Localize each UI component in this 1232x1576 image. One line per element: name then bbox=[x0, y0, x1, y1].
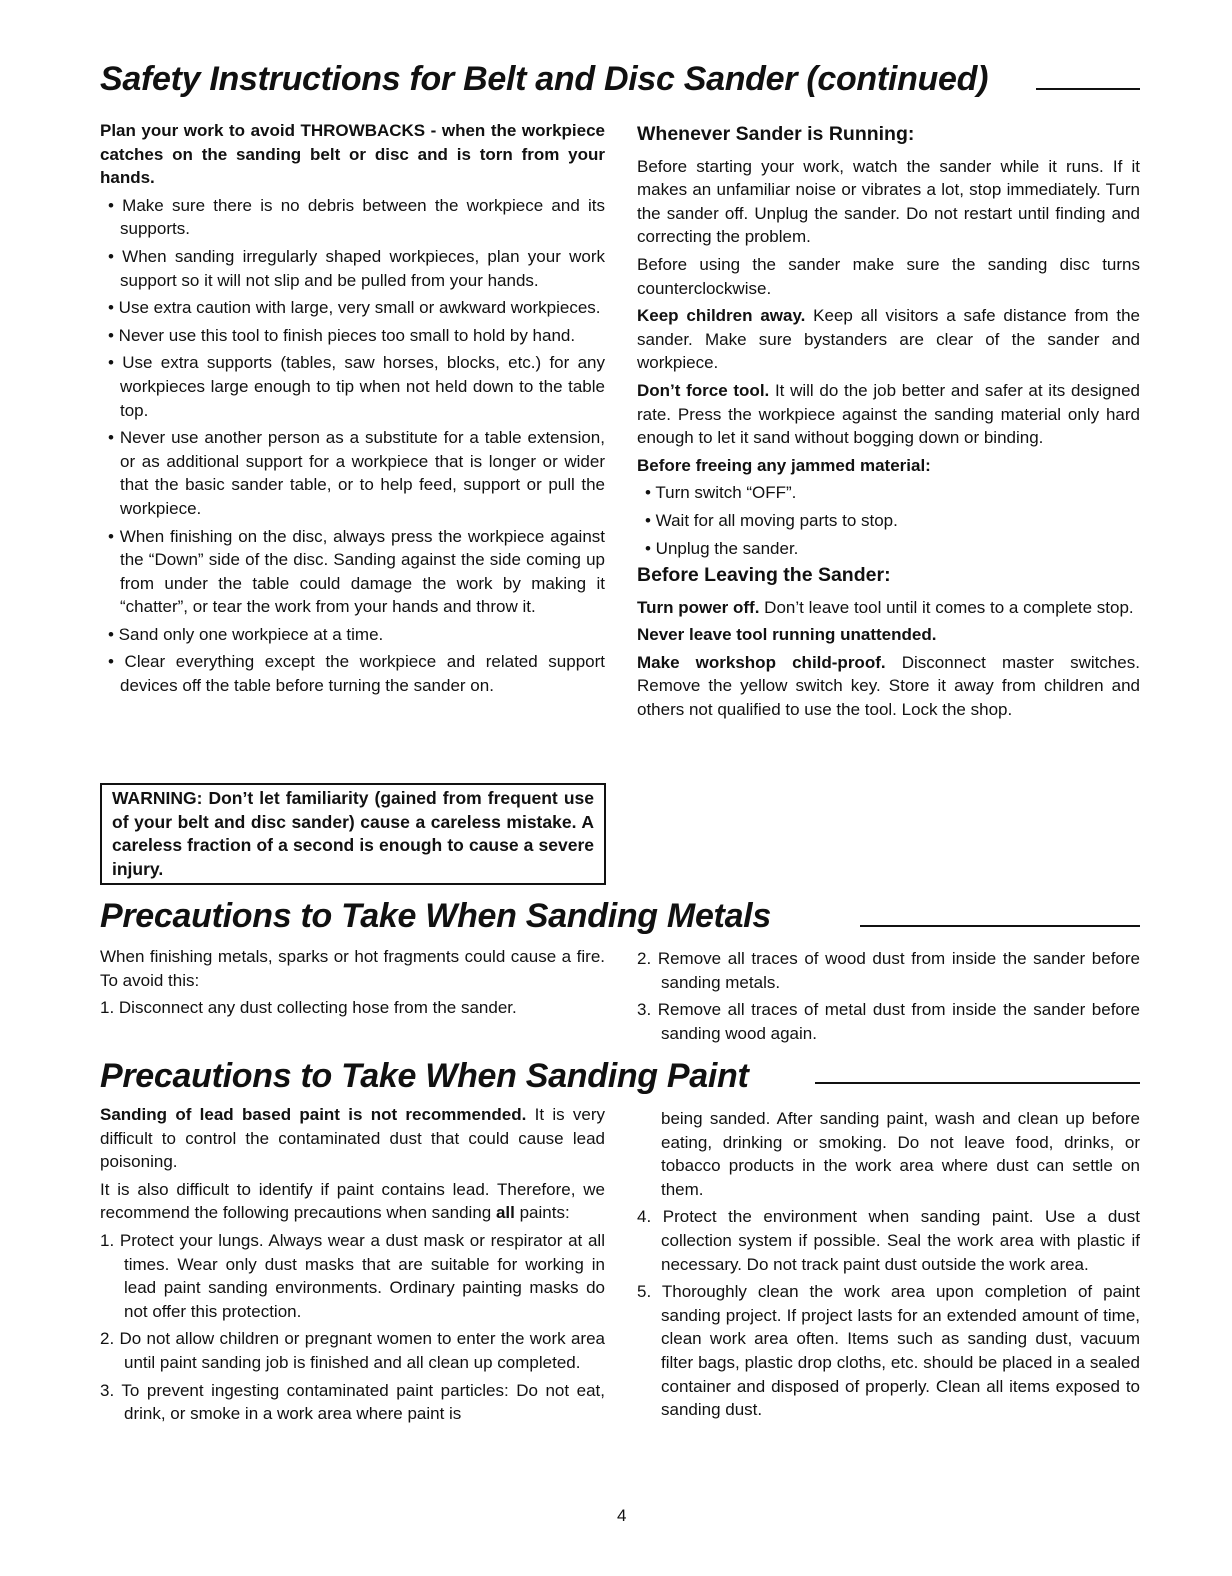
text: 2. Do not allow children or pregnant women to enter the work area until paint sanding job is finished and all clean up completed. bbox=[100, 1329, 605, 1372]
text: • When sanding irregularly shaped workpieces, plan your work support so it will not slip and be pulled from your hands. bbox=[108, 246, 605, 290]
subheading bbox=[637, 564, 1140, 588]
bullet-item bbox=[100, 324, 605, 348]
paragraph bbox=[637, 651, 1140, 722]
numbered-item bbox=[100, 996, 605, 1020]
text: • Unplug the sander. bbox=[645, 538, 799, 558]
bold-text: all bbox=[495, 1203, 515, 1223]
paint-right-column bbox=[637, 1107, 1140, 1426]
text: Before Leaving the Sander: bbox=[637, 564, 891, 587]
paragraph bbox=[100, 119, 605, 190]
text: It will do the job better and safer at its designed rate. Press the workpiece against the sanding material only hard enough to let it sand without bogging down or binding. bbox=[637, 380, 1140, 448]
bullet-item bbox=[100, 623, 605, 647]
text: 2. Remove all traces of wood dust from inside the sander before sanding metals. bbox=[637, 949, 1140, 992]
numbered-item bbox=[100, 1229, 605, 1323]
text: • Never use another person as a substitute for a table extension, or as additional support for a workpiece that is longer or wider that the basic sander table, or to help feed, support or pull the workpiece. bbox=[108, 428, 605, 518]
subheading bbox=[637, 454, 1140, 478]
text: It is very difficult to control the contaminated dust that could cause lead poisoning. bbox=[100, 1105, 605, 1172]
metals-right-column bbox=[637, 947, 1140, 1049]
text: Plan your work to avoid THROWBACKS - when the workpiece catches on the sanding belt or disc and is torn from your hands. bbox=[100, 121, 605, 188]
page-number: 4 bbox=[617, 1506, 627, 1525]
numbered-item bbox=[637, 998, 1140, 1045]
text: Keep all visitors a safe distance from the sander. Make sure bystanders are clear of the sander and workpiece. bbox=[637, 306, 1140, 373]
text: • Use extra supports (tables, saw horses, blocks, etc.) for any workpieces large enough to tip when not held down to the table top. bbox=[108, 353, 605, 420]
numbered-item bbox=[100, 1379, 605, 1426]
bullet-item bbox=[100, 351, 605, 422]
numbered-item bbox=[100, 1327, 605, 1374]
title-rule bbox=[1036, 88, 1140, 90]
bullet-item bbox=[100, 245, 605, 292]
text: Disconnect master switches. Remove the yellow switch key. Store it away from children and others not qualified to use the tool. Lock the shop. bbox=[637, 652, 1140, 720]
subheading bbox=[637, 623, 1140, 647]
paragraph bbox=[100, 945, 605, 992]
title-rule bbox=[815, 1082, 1140, 1084]
paragraph bbox=[637, 304, 1140, 375]
bold-text: Don’t force tool. bbox=[637, 380, 770, 400]
text: Before using the sander make sure the sanding disc turns counterclockwise. bbox=[637, 254, 1140, 298]
bullet-item bbox=[637, 509, 1140, 533]
bold-text: Keep children away. bbox=[637, 306, 806, 326]
bullet-item bbox=[637, 481, 1140, 505]
bold-text: Make workshop child-proof. bbox=[637, 652, 886, 672]
text: • Clear everything except the workpiece and related support devices off the table before turning the sander on. bbox=[108, 652, 605, 696]
numbered-item bbox=[637, 947, 1140, 994]
paragraph bbox=[637, 155, 1140, 249]
text: • Use extra caution with large, very small or awkward workpieces. bbox=[108, 298, 601, 318]
paragraph bbox=[637, 596, 1140, 620]
numbered-item bbox=[637, 1280, 1140, 1422]
paint-left-column bbox=[100, 1103, 605, 1430]
text: being sanded. After sanding paint, wash and clean up before eating, drinking or smoking. Do not leave food, drinks, or tobacco products in the work area where dust can settle on them. bbox=[661, 1109, 1140, 1199]
text: Never leave tool running unattended. bbox=[637, 625, 937, 645]
safety-left-column bbox=[100, 119, 605, 702]
text: When finishing metals, sparks or hot fragments could cause a fire. To avoid this: bbox=[100, 947, 605, 990]
subheading bbox=[637, 123, 1140, 147]
bullet-item bbox=[100, 525, 605, 619]
safety-right-column bbox=[637, 121, 1140, 726]
text: • Make sure there is no debris between the workpiece and its supports. bbox=[108, 195, 605, 239]
paragraph bbox=[637, 379, 1140, 450]
text: 1. Disconnect any dust collecting hose from the sander. bbox=[100, 998, 517, 1018]
text: Before starting your work, watch the sander while it runs. If it makes an unfamiliar noise or vibrates a lot, stop immediately. Turn the sander off. Unplug the sander. Do not restart until finding and correcting the problem. bbox=[637, 156, 1140, 247]
section-title-safety: Safety Instructions for Belt and Disc Sander (continued) bbox=[100, 60, 989, 98]
paragraph bbox=[100, 1178, 605, 1225]
bold-text: Sanding of lead based paint is not recommended. bbox=[100, 1105, 527, 1124]
text: Before freeing any jammed material: bbox=[637, 455, 931, 475]
text: 5. Thoroughly clean the work area upon completion of paint sanding project. If project lasts for an extended amount of time, clean work area often. Items such as sanding dust, vacuum filter bags, plastic drop cloths, etc. should be placed in a sealed container and disposed of properly. Clean all items exposed to sanding dust. bbox=[637, 1282, 1140, 1420]
bullet-item bbox=[100, 426, 605, 520]
bold-text: Turn power off. bbox=[637, 597, 760, 617]
bullet-item bbox=[100, 650, 605, 697]
bullet-item bbox=[100, 296, 605, 320]
bullet-item bbox=[100, 194, 605, 241]
text: • Turn switch “OFF”. bbox=[645, 483, 797, 503]
text: Whenever Sander is Running: bbox=[637, 123, 915, 145]
text: • When finishing on the disc, always press the workpiece against the “Down” side of the disc. Sanding against the side coming up from under the table could damage the work by making it “chatter”, or tear the work from your hands and throw it. bbox=[108, 526, 605, 617]
paragraph bbox=[100, 1103, 605, 1174]
text: paints: bbox=[514, 1203, 570, 1223]
text: It is also difficult to identify if paint contains lead. Therefore, we recommend the following precautions when sanding bbox=[100, 1179, 605, 1223]
title-rule bbox=[860, 925, 1140, 927]
text: 4. Protect the environment when sanding paint. Use a dust collection system if possible. Seal the work area with plastic if necessary. Do not track paint dust outside the work area. bbox=[637, 1207, 1140, 1274]
warning-box: WARNING: Don’t let familiarity (gained from frequent use of your belt and disc sander) cause a careless mistake. A careless fraction of a second is enough to cause a severe injury. bbox=[100, 783, 606, 885]
text: • Sand only one workpiece at a time. bbox=[108, 624, 384, 644]
metals-left-column bbox=[100, 945, 605, 1024]
text: 3. Remove all traces of metal dust from inside the sander before sanding wood again. bbox=[637, 1000, 1140, 1043]
text: 1. Protect your lungs. Always wear a dust mask or respirator at all times. Wear only dust masks that are suitable for working in lead paint sanding environments. Ordinary painting masks do not offer this protection. bbox=[100, 1230, 605, 1321]
paragraph bbox=[637, 1107, 1140, 1201]
section-title-metals: Precautions to Take When Sanding Metals bbox=[100, 897, 771, 935]
text: Don’t leave tool until it comes to a complete stop. bbox=[759, 597, 1134, 617]
text: 3. To prevent ingesting contaminated paint particles: Do not eat, drink, or smoke in a work area where paint is bbox=[100, 1380, 605, 1424]
paragraph bbox=[637, 253, 1140, 300]
bullet-item bbox=[637, 537, 1140, 561]
numbered-item bbox=[637, 1205, 1140, 1276]
section-title-paint: Precautions to Take When Sanding Paint bbox=[100, 1057, 749, 1095]
text: • Wait for all moving parts to stop. bbox=[645, 510, 898, 530]
text: • Never use this tool to finish pieces too small to hold by hand. bbox=[108, 325, 576, 345]
